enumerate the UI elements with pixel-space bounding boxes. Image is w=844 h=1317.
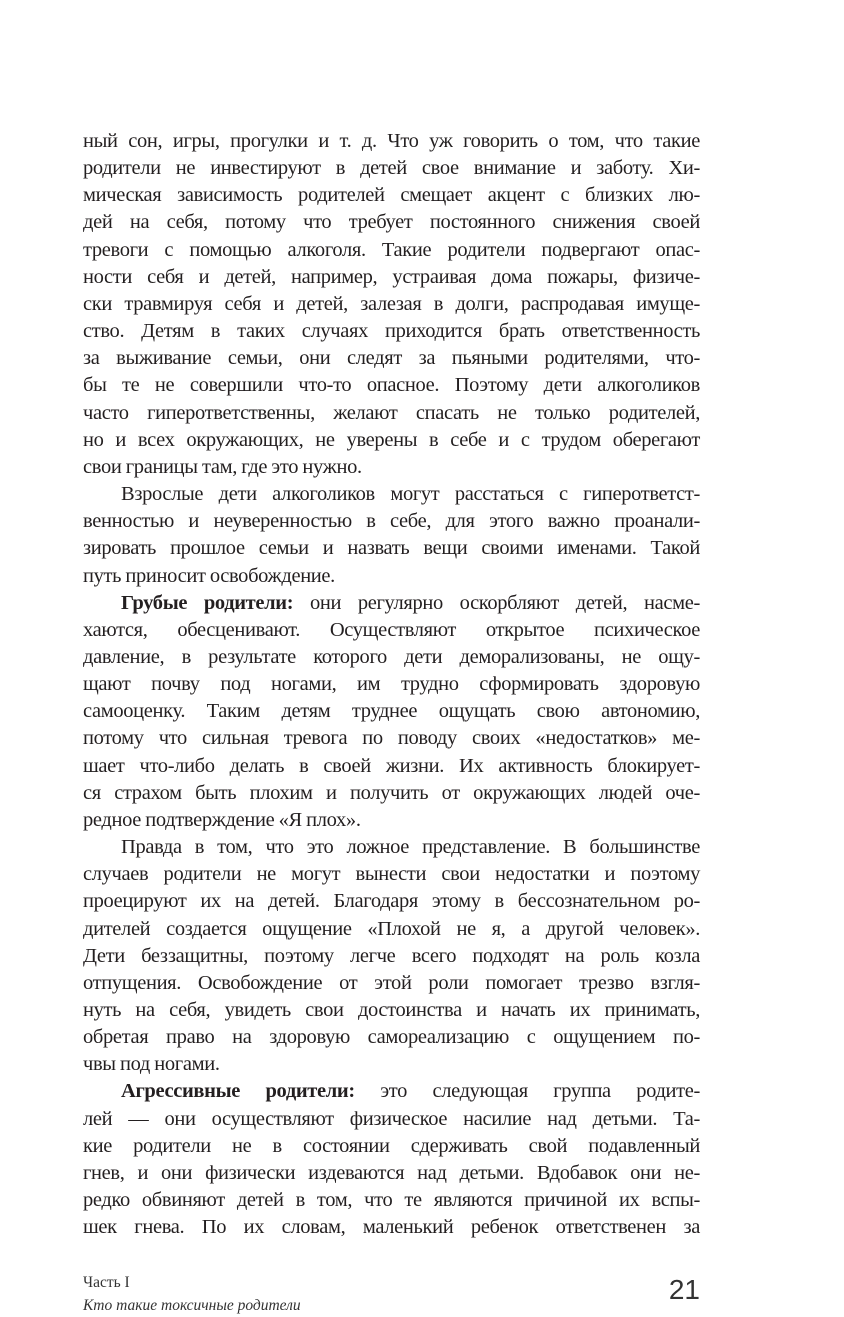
text-line — [83, 753, 700, 780]
text-line — [83, 264, 700, 291]
book-page — [83, 128, 700, 1317]
text-line — [83, 1133, 700, 1160]
line-text: ности себя и детей, например, устраивая дома пожары, физиче- — [83, 265, 700, 288]
line-text: ство. Детям в таких случаях приходится брать ответственность — [83, 320, 700, 343]
line-text: венностью и неуверенностью в себе, для этого важно проанали- — [83, 510, 700, 533]
line-text: проецируют их на детей. Благодаря этому в бессознательном ро- — [83, 890, 700, 913]
line-text: ный сон, игры, прогулки и т. д. Что уж говорить о том, что такие — [83, 130, 700, 152]
line-text: Правда в том, что это ложное представление. В большинстве — [121, 836, 700, 859]
line-text: они регулярно оскорбляют детей, насме- — [309, 591, 701, 614]
text-line — [83, 1078, 700, 1105]
line-text: самооценку. Таким детям труднее ощущать свою автономию, — [83, 700, 700, 723]
text-line — [83, 563, 700, 590]
text-line — [83, 916, 700, 943]
line-text: лей — они осуществляют физическое насилие над детьми. Та- — [83, 1107, 700, 1130]
text-line — [83, 400, 700, 427]
line-text: редко обвиняют детей в том, что те являются причиной их вспы- — [83, 1189, 700, 1212]
text-line — [83, 155, 700, 182]
text-line — [83, 1106, 700, 1133]
page-number: 21 — [668, 1274, 700, 1306]
text-line — [83, 1187, 700, 1214]
line-text: мическая зависимость родителей смещает акцент с близких лю- — [83, 184, 700, 207]
line-text: бы те не совершили что-то опасное. Поэтому дети алкоголиков — [83, 374, 700, 397]
bold-lead-term: Грубые родители: — [121, 591, 294, 614]
text-line — [83, 128, 700, 155]
text-line — [83, 291, 700, 318]
line-text: дителей создается ощущение «Плохой не я, а другой человек». — [83, 917, 700, 940]
line-text: хаются, обесценивают. Осуществляют открытое психическое — [83, 618, 700, 641]
text-line — [83, 372, 700, 399]
paragraph — [83, 590, 700, 834]
paragraph — [83, 128, 700, 481]
text-line — [83, 345, 700, 372]
line-text: это следующая группа родите- — [380, 1080, 701, 1103]
line-text: тревоги с помощью алкоголя. Такие родители подвергают опас- — [83, 238, 700, 261]
text-line — [83, 1051, 700, 1078]
text-line — [83, 1214, 700, 1241]
line-text: свои границы там, где это нужно. — [83, 455, 362, 478]
line-text: ся страхом быть плохим и получить от окружающих людей оче- — [83, 781, 700, 804]
text-line — [83, 318, 700, 345]
page-footer — [83, 1271, 700, 1317]
running-footer — [83, 1271, 301, 1317]
paragraph — [83, 834, 700, 1078]
line-text: шек гнева. По их словам, маленький ребенок ответственен за — [83, 1216, 700, 1239]
line-text: щают почву под ногами, им трудно сформировать здоровую — [83, 673, 700, 696]
text-line — [83, 508, 700, 535]
paragraph — [83, 1078, 700, 1241]
line-text: чвы под ногами. — [83, 1053, 220, 1076]
text-line — [83, 671, 700, 698]
text-line — [83, 535, 700, 562]
line-text: кие родители не в состоянии сдерживать свой подавленный — [83, 1134, 700, 1157]
text-line — [83, 617, 700, 644]
line-text: за выживание семьи, они следят за пьяными родителями, что- — [83, 347, 700, 370]
line-text: зировать прошлое семьи и назвать вещи своими именами. Такой — [83, 537, 700, 560]
text-line — [83, 725, 700, 752]
line-text: давление, в результате которого дети деморализованы, не ощу- — [83, 645, 700, 668]
text-line — [83, 427, 700, 454]
footer-part: Часть I — [83, 1274, 130, 1292]
line-text: родители не инвестируют в детей свое внимание и заботу. Хи- — [83, 157, 700, 180]
line-text: отпущения. Освобождение от этой роли помогает трезво взгля- — [83, 971, 700, 994]
text-line — [83, 997, 700, 1024]
footer-chapter-title: Кто такие токсичные родители — [83, 1297, 301, 1315]
text-line — [83, 780, 700, 807]
line-text: редное подтверждение «Я плох». — [83, 808, 361, 831]
text-line — [83, 943, 700, 970]
line-text: Дети беззащитны, поэтому легче всего подходят на роль козла — [83, 944, 700, 967]
line-text: нуть на себя, увидеть свои достоинства и начать их принимать, — [83, 999, 700, 1021]
line-text: гнев, и они физически издеваются над детьми. Вдобавок они не- — [83, 1161, 700, 1184]
bold-lead-term: Агрессивные родители: — [121, 1080, 355, 1103]
text-line — [83, 590, 700, 617]
line-text: ски травмируя себя и детей, залезая в долги, распродавая имуще- — [83, 292, 700, 315]
text-line — [83, 237, 700, 264]
line-text: часто гиперответственны, желают спасать не только родителей, — [83, 401, 700, 424]
body-text — [83, 128, 700, 1241]
text-line — [83, 698, 700, 725]
line-text: обретая право на здоровую самореализацию с ощущением по- — [83, 1026, 700, 1049]
text-line — [83, 1160, 700, 1187]
text-line — [83, 454, 700, 481]
line-text: путь приносит освобождение. — [83, 564, 335, 587]
line-text: Взрослые дети алкоголиков могут расстаться с гиперответст- — [121, 483, 700, 506]
line-text: случаев родители не могут вынести свои недостатки и поэтому — [83, 863, 700, 886]
text-line — [83, 644, 700, 671]
text-line — [83, 1024, 700, 1051]
paragraph — [83, 481, 700, 590]
text-line — [83, 481, 700, 508]
line-text: потому что сильная тревога по поводу своих «недостатков» ме- — [83, 727, 700, 750]
text-line — [83, 807, 700, 834]
line-text: дей на себя, потому что требует постоянного снижения своей — [83, 211, 700, 234]
text-line — [83, 888, 700, 915]
text-line — [83, 834, 700, 861]
text-line — [83, 861, 700, 888]
text-line — [83, 209, 700, 236]
line-text: шает что-либо делать в своей жизни. Их активность блокирует- — [83, 754, 700, 777]
text-line — [83, 182, 700, 209]
text-line — [83, 970, 700, 997]
line-text: но и всех окружающих, не уверены в себе и с трудом оберегают — [83, 428, 700, 451]
